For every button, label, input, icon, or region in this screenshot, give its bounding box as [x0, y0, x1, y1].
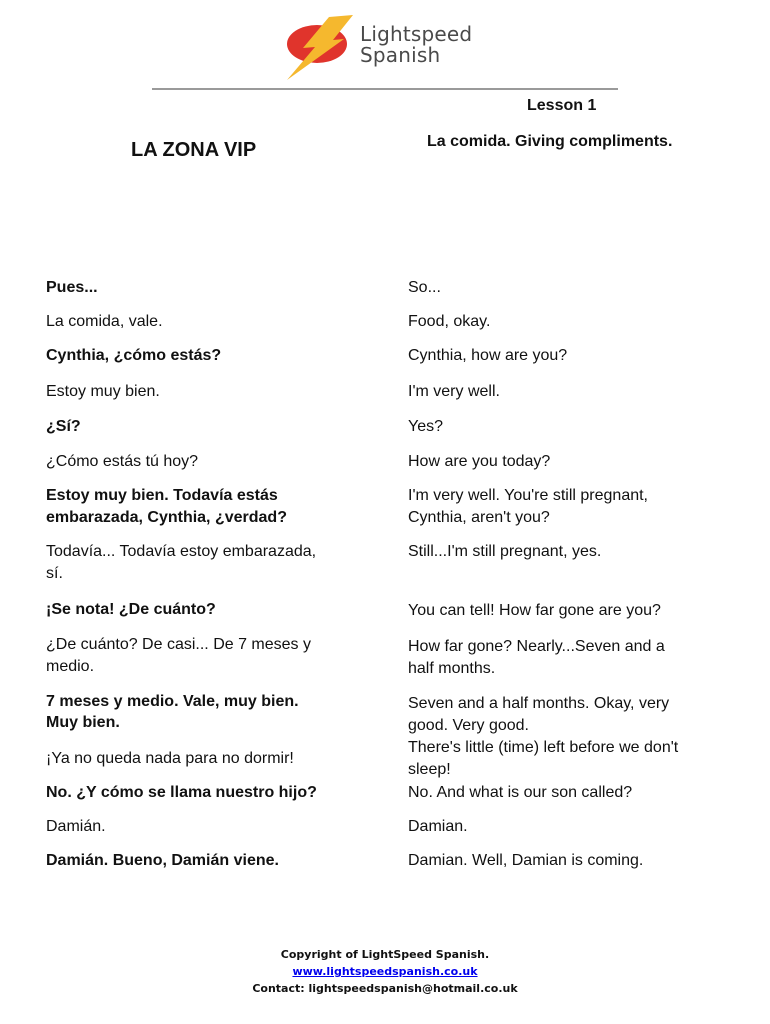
- spanish-line: medio.: [46, 658, 95, 675]
- english-line: I'm very well.: [408, 383, 500, 400]
- website-link[interactable]: www.lightspeedspanish.co.uk: [292, 965, 478, 978]
- english-line: There's little (time) left before we don't: [408, 739, 679, 756]
- english-line: How far gone? Nearly...Seven and a: [408, 638, 665, 655]
- spanish-line: ¡Ya no queda nada para no dormir!: [46, 750, 294, 767]
- spanish-line: Damián. Bueno, Damián viene.: [46, 852, 279, 869]
- page-title: LA ZONA VIP: [131, 139, 257, 161]
- spanish-line: Muy bien.: [46, 714, 120, 731]
- spanish-line: ¿Cómo estás tú hoy?: [46, 453, 199, 470]
- spanish-line: Damián.: [46, 818, 106, 835]
- header-divider: [152, 88, 618, 90]
- spanish-line: Pues...: [46, 279, 98, 296]
- spanish-line: Cynthia, ¿cómo estás?: [46, 347, 222, 364]
- footer-contact: Contact: lightspeedspanish@hotmail.co.uk: [252, 982, 518, 995]
- spanish-line: La comida, vale.: [46, 313, 163, 330]
- english-line: Food, okay.: [408, 313, 491, 330]
- spanish-line: 7 meses y medio. Vale, muy bien.: [46, 693, 299, 710]
- spanish-line: Todavía... Todavía estoy embarazada,: [46, 543, 317, 560]
- english-line: sleep!: [408, 761, 451, 778]
- spanish-line: ¡Se nota! ¿De cuánto?: [46, 601, 216, 618]
- english-line: I'm very well. You're still pregnant,: [408, 487, 648, 504]
- english-line: good. Very good.: [408, 717, 529, 734]
- english-line: Cynthia, aren't you?: [408, 509, 550, 526]
- logo-line-2: Spanish: [360, 43, 441, 67]
- spanish-line: Estoy muy bien.: [46, 383, 160, 400]
- english-line: You can tell! How far gone are you?: [408, 602, 661, 619]
- english-line: Yes?: [408, 418, 443, 435]
- spanish-line: sí.: [46, 565, 63, 582]
- english-line: How are you today?: [408, 453, 551, 470]
- lightning-bolt-icon: [283, 14, 363, 84]
- lesson-number: Lesson 1: [527, 97, 597, 114]
- english-line: Still...I'm still pregnant, yes.: [408, 543, 602, 560]
- english-line: half months.: [408, 660, 496, 677]
- english-line: Damian. Well, Damian is coming.: [408, 852, 644, 869]
- footer-website-row: [0, 965, 770, 978]
- footer-copyright: Copyright of LightSpeed Spanish.: [280, 948, 490, 961]
- english-line: So...: [408, 279, 441, 296]
- english-line: Cynthia, how are you?: [408, 347, 568, 364]
- logo-wordmark: [360, 24, 472, 66]
- spanish-line: embarazada, Cynthia, ¿verdad?: [46, 509, 287, 526]
- english-line: No. And what is our son called?: [408, 784, 633, 801]
- spanish-line: ¿Sí?: [46, 418, 81, 435]
- spanish-line: No. ¿Y cómo se llama nuestro hijo?: [46, 784, 317, 801]
- spanish-line: Estoy muy bien. Todavía estás: [46, 487, 278, 504]
- english-line: Seven and a half months. Okay, very: [408, 695, 670, 712]
- page-subtitle: La comida. Giving compliments.: [427, 133, 673, 150]
- spanish-line: ¿De cuánto? De casi... De 7 meses y: [46, 636, 311, 653]
- lightspeed-logo: [283, 14, 483, 84]
- english-line: Damian.: [408, 818, 468, 835]
- logo-line-1: Lightspeed: [360, 22, 473, 46]
